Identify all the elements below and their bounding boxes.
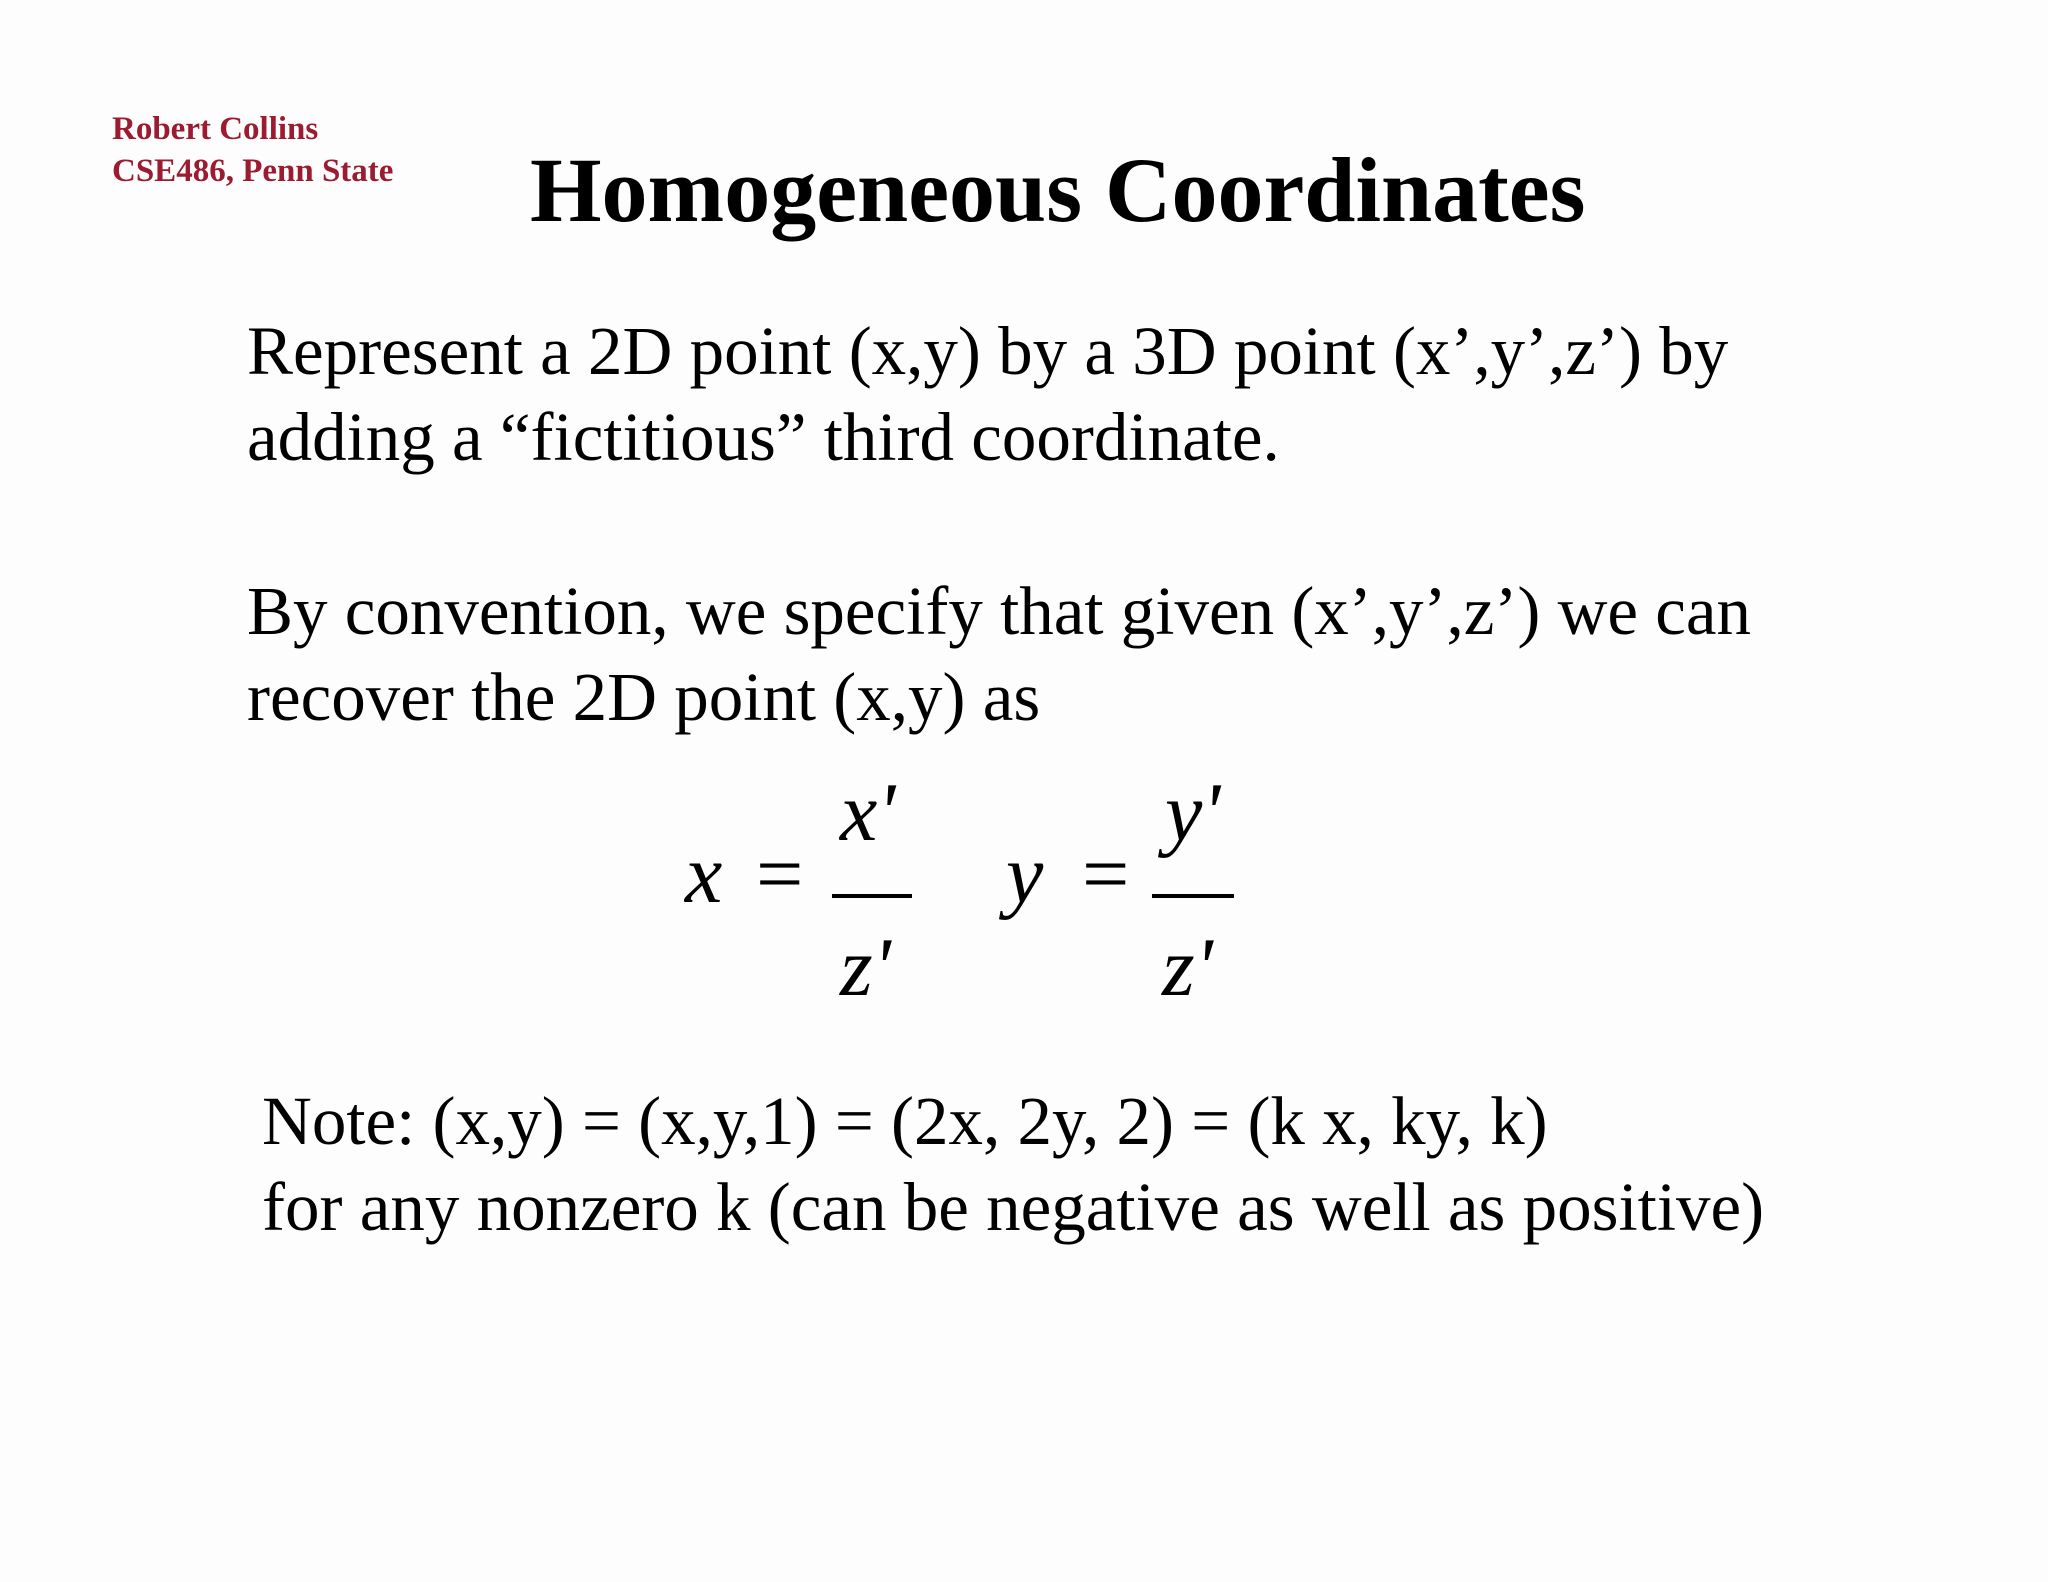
formula-x-denominator: z' [840,921,891,1014]
course-label: CSE486, Penn State [112,153,394,189]
note-line: for any nonzero k (can be negative as well as positive) [262,1169,1765,1245]
formula-svg [0,780,2048,1020]
formula-x-lhs: x [685,828,723,921]
note-block [262,1078,1764,1250]
formula-y-numerator: y' [1165,780,1221,859]
paragraph-line: recover the 2D point (x,y) as [247,659,1041,735]
paragraph-convention [247,568,1751,740]
author-name: Robert Collins [112,111,319,147]
formula-y-denominator: z' [1162,921,1213,1014]
formula-equals-sign: = [756,828,804,921]
paragraph-representation [247,308,1728,480]
paragraph-line: Represent a 2D point (x,y) by a 3D point (x’,y’,z’) by [247,313,1729,389]
slide-title: Homogeneous Coordinates [530,139,1586,241]
formula-block [0,780,2048,1020]
note-line: Note: (x,y) = (x,y,1) = (2x, 2y, 2) = (k x, ky, k) [262,1083,1548,1159]
formula-x-numerator: x' [840,780,896,859]
paragraph-line: adding a “fictitious” third coordinate. [247,399,1280,475]
formula-y-lhs: y [1006,828,1044,921]
paragraph-line: By convention, we specify that given (x’,y’,z’) we can [247,573,1752,649]
formula-equals-sign: = [1082,828,1130,921]
